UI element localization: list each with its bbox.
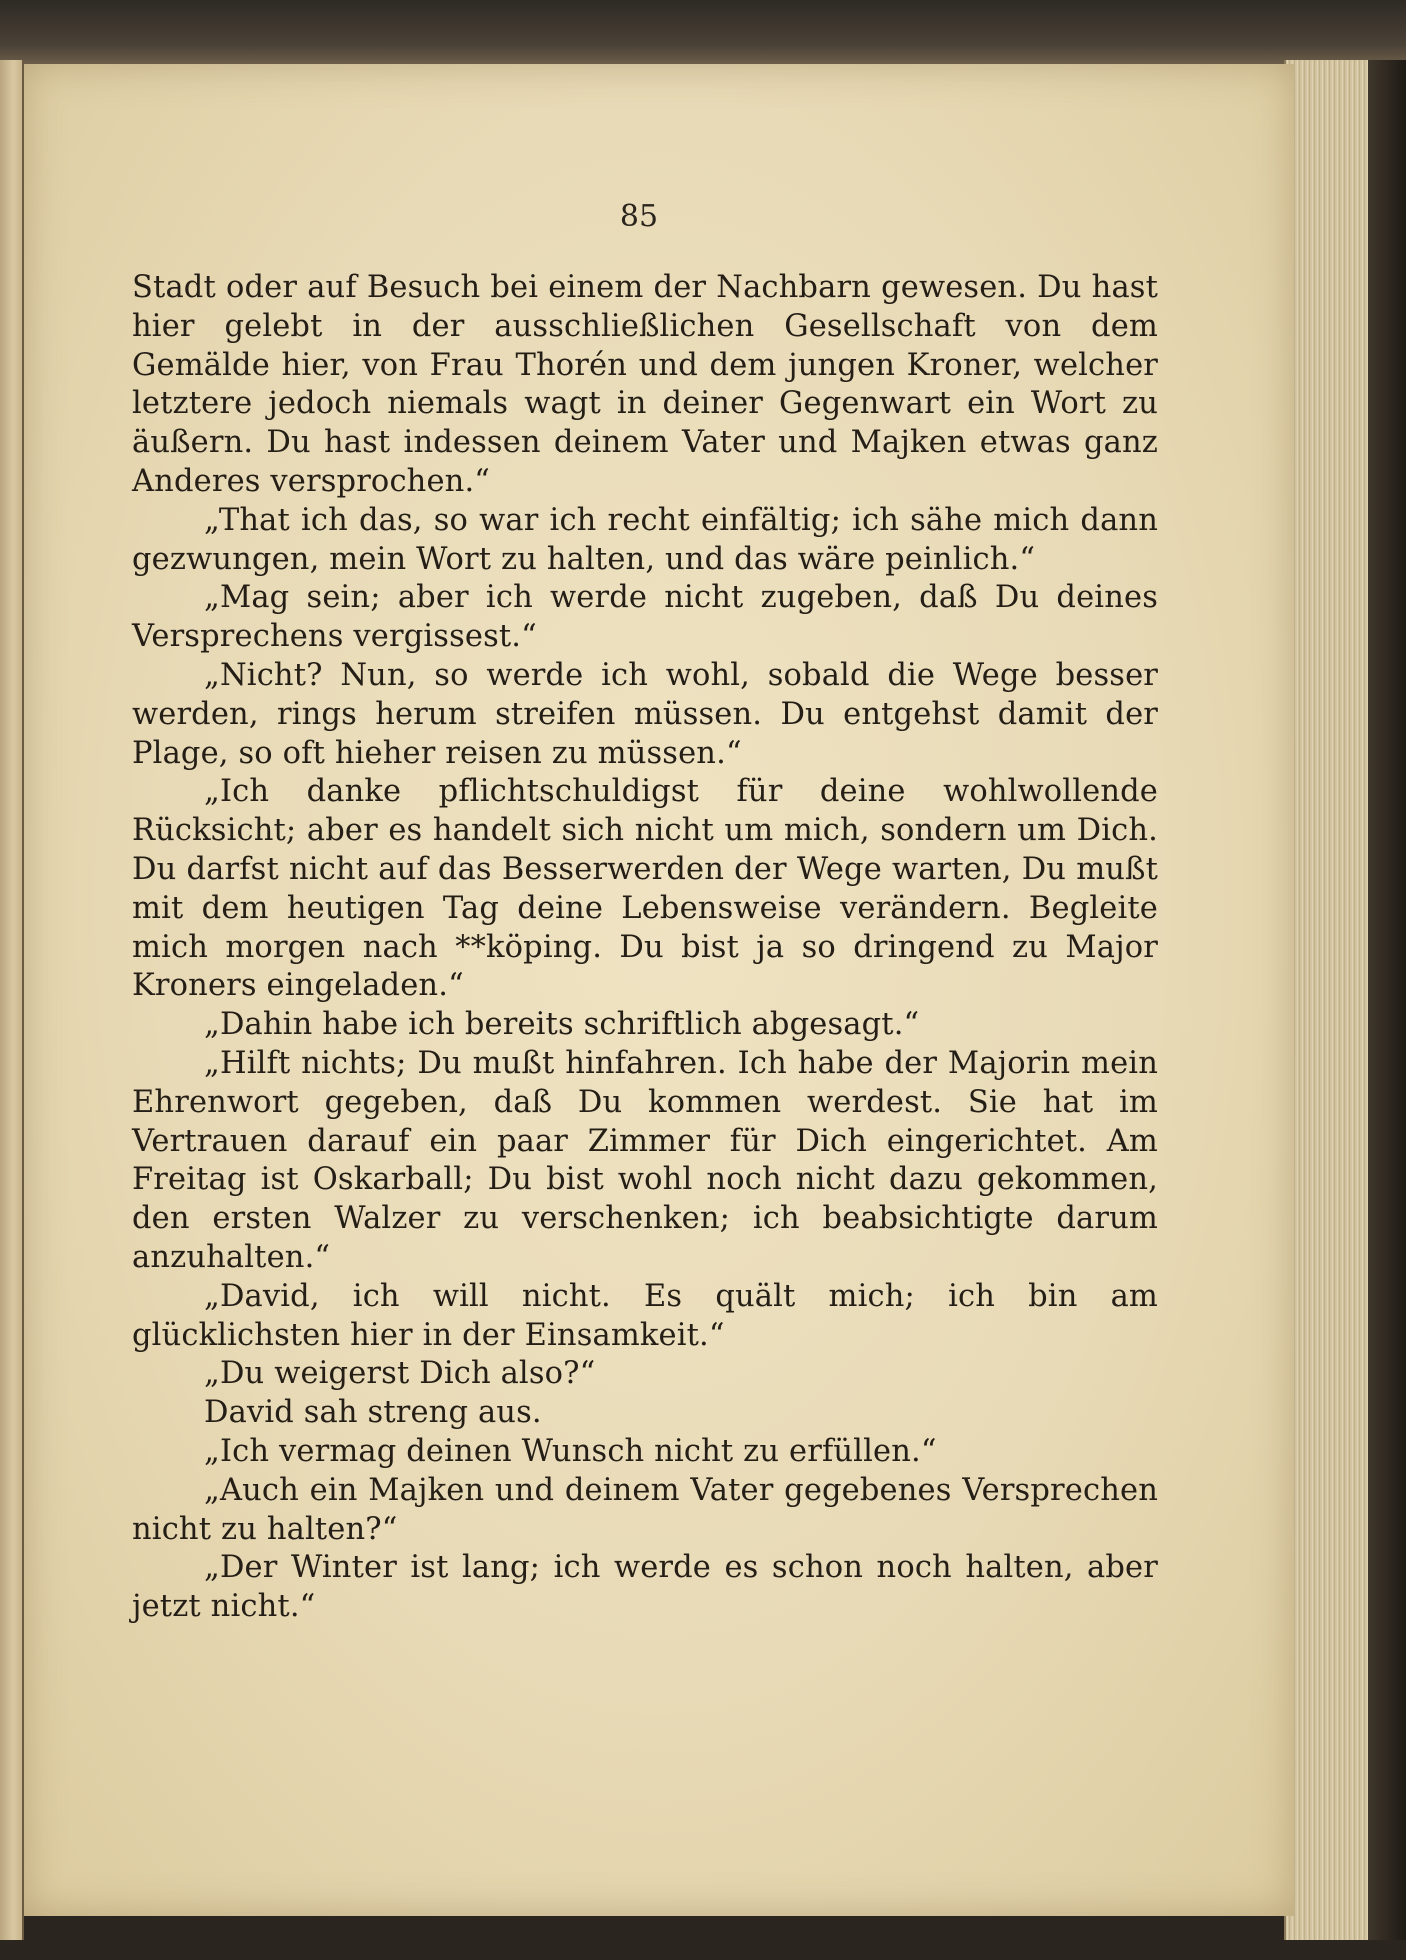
paragraph: „Ich danke pflichtschuldigst für deine wohlwollende Rücksicht; aber es handelt sich nicht um mich, sondern um Dich. Du darfst nicht auf das Besserwerden der Wege warten, Du mußt mit dem heutigen Tag deine Lebensweise verändern. Begleite mich morgen nach **köping. Du bist ja so dringend zu Major Kroners eingeladen.“ [132, 774, 1158, 1004]
paragraph: „Der Winter ist lang; ich werde es schon noch halten, aber jetzt nicht.“ [132, 1550, 1158, 1625]
page-text [132, 269, 1158, 1627]
paragraph: David sah streng aus. [204, 1395, 542, 1431]
book-page [24, 64, 1294, 1916]
paragraph: „Mag sein; aber ich werde nicht zugeben, daß Du deines Versprechens vergissest.“ [132, 580, 1158, 655]
paragraph: „Ich vermag deinen Wunsch nicht zu erfüllen.“ [204, 1433, 937, 1469]
paragraph: „That ich das, so war ich recht einfältig; ich sähe mich dann gezwungen, mein Wort zu halten, und das wäre peinlich.“ [132, 502, 1158, 577]
stacked-page-edges [1284, 60, 1406, 1940]
paragraph: „Hilft nichts; Du mußt hinfahren. Ich habe der Majorin mein Ehrenwort gegeben, daß Du kommen werdest. Sie hat im Vertrauen darauf ein paar Zimmer für Dich eingerichtet. Am Freitag ist Oskarball; Du bist wohl noch nicht dazu gekommen, den ersten Walzer zu verschenken; ich beabsichtigte darum anzuhalten.“ [132, 1045, 1158, 1275]
paragraph: „Nicht? Nun, so werde ich wohl, sobald die Wege besser werden, rings herum streifen müssen. Du entgehst damit der Plage, so oft hieher reisen zu müssen.“ [132, 657, 1158, 771]
previous-page-edge [0, 60, 24, 1940]
book-cover-edge [0, 0, 1406, 64]
paragraph: „Du weigerst Dich also?“ [204, 1356, 596, 1392]
paragraph: „Auch ein Majken und deinem Vater gegebenes Versprechen nicht zu halten?“ [132, 1472, 1158, 1547]
paragraph: Stadt oder auf Besuch bei einem der Nachbarn gewesen. Du hast hier gelebt in der ausschließlichen Gesellschaft von dem Gemälde hier, von Frau Thorén und dem jungen Kroner, welcher letztere jedoch niemals wagt in deiner Gegenwart ein Wort zu äußern. Du hast indessen deinem Vater und Majken etwas ganz Anderes versprochen.“ [132, 270, 1158, 499]
page-number: 85 [619, 199, 659, 234]
paragraph: „Dahin habe ich bereits schriftlich abgesagt.“ [204, 1007, 920, 1043]
paragraph: „David, ich will nicht. Es quält mich; ich bin am glücklichsten hier in der Einsamkeit.“ [132, 1278, 1158, 1353]
